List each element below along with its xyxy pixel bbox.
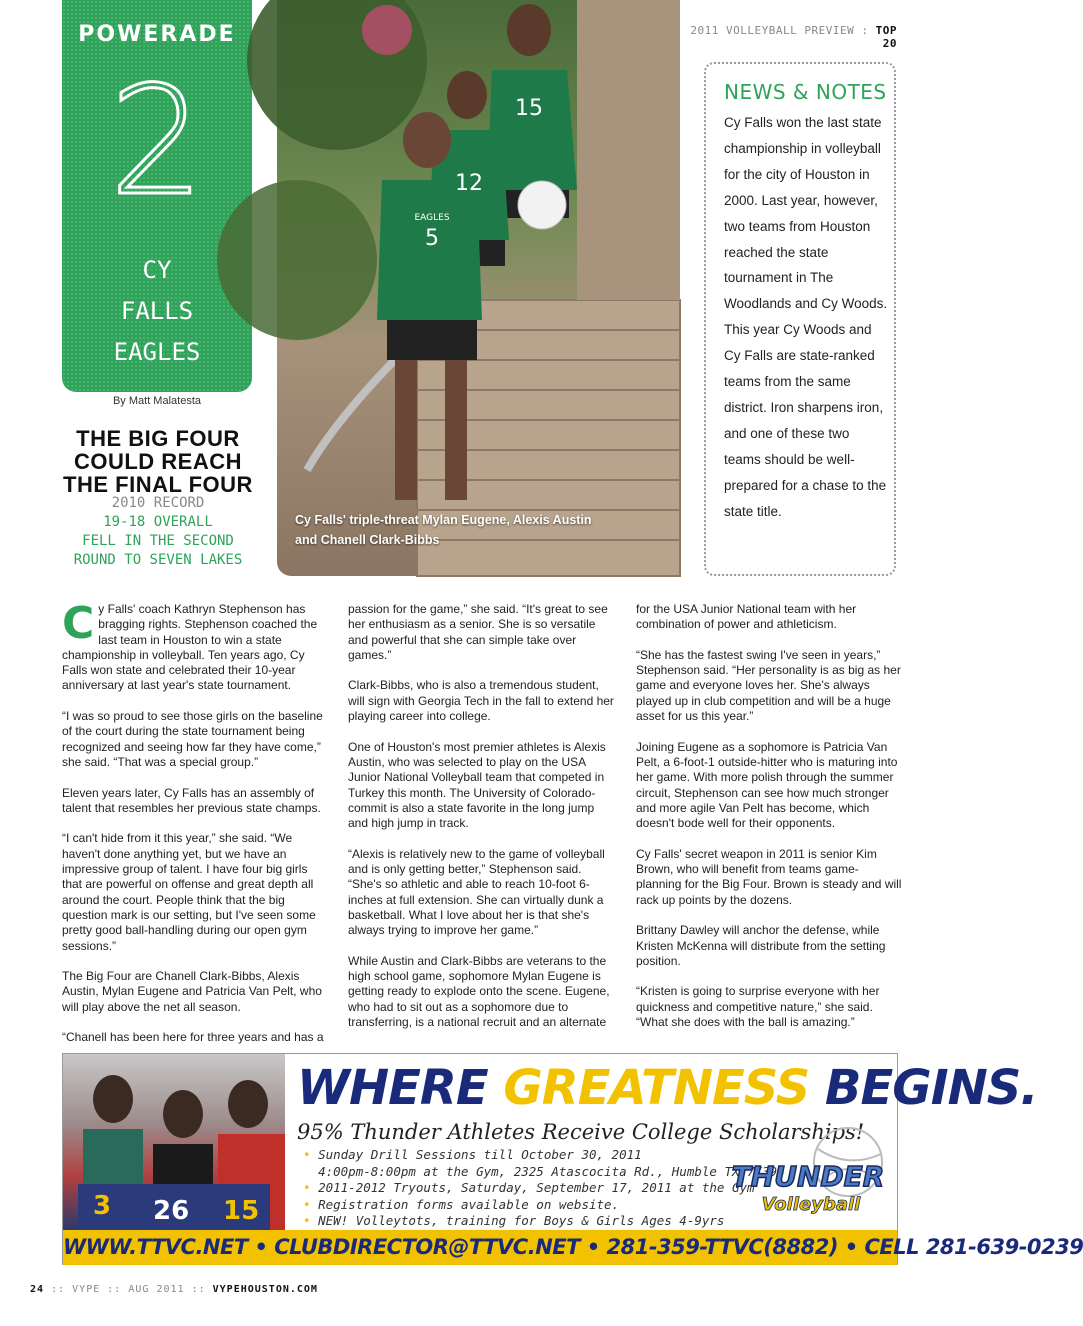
ad-contact-text[interactable]: WWW.TTVC.NET • CLUBDIRECTOR@TTVC.NET • 281-359-TTVC(8882) • CELL 281-639-0239 bbox=[63, 1235, 1083, 1259]
website-link[interactable]: VYPEHOUSTON.COM bbox=[212, 1284, 318, 1295]
article-paragraph: “She has the fastest swing I've seen in years,” Stephenson said. “Her personality is as big as her game and everyone loves her. She's always played up in club competition and will be a huge asset for us this year.” bbox=[636, 647, 901, 724]
article-column-1 bbox=[62, 598, 330, 1061]
section-label: TOP 20 bbox=[875, 24, 897, 50]
rank-number: 2 bbox=[109, 55, 205, 229]
ad-photo-number: 3 bbox=[93, 1191, 112, 1221]
article-paragraph: “Kristen is going to surprise everyone with her quickness and competitive nature,” she said. “What she does with the ball is amazing.” bbox=[636, 984, 880, 1030]
article-paragraph: One of Houston's most premier athletes is Alexis Austin, who was selected to play on the USA Junior National Volleyball team that competed in Turkey this month. The University of Colorado-commit is also a state favorite in the long jump and high jump in track. bbox=[348, 739, 606, 831]
article-paragraph: “I was so proud to see those girls on the baseline of the court during the state tournament being recognized and seeing how far they have come,” she said. “That was a special group.” bbox=[62, 709, 323, 769]
article-paragraph: Joining Eugene as a sophomore is Patricia Van Pelt, a 6-foot-1 outside-hitter who is maturing into her game. With more polish through the summer circuit, Stephenson can see how much stronger and more agile Van Pelt has become, which doesn't bode well for their opponents. bbox=[636, 739, 898, 831]
page-number: 24 bbox=[30, 1284, 45, 1295]
jersey-number: 5 bbox=[425, 226, 439, 251]
ad-contact-bar bbox=[63, 1230, 1083, 1265]
page-footer: 24 :: VYPE :: AUG 2011 :: VYPEHOUSTON.COM bbox=[30, 1284, 318, 1295]
article-paragraph: Brittany Dawley will anchor the defense, while Kristen McKenna will distribute from the setting position. bbox=[636, 923, 886, 968]
thunder-volleyball-ad[interactable] bbox=[62, 1053, 1083, 1265]
jersey-number: 12 bbox=[455, 171, 483, 196]
header-separator: : bbox=[861, 24, 869, 37]
article-column-2 bbox=[348, 602, 616, 1046]
article-paragraph: “Chanell has been here for three years and has a bbox=[62, 1030, 324, 1045]
article-paragraph: for the USA Junior National team with her combination of power and athleticism. bbox=[636, 602, 857, 632]
team-name-line: CY bbox=[142, 256, 172, 284]
ad-info-item: • 2011-2012 Tryouts, Saturday, September 17, 2011 at the Gym bbox=[303, 1180, 755, 1195]
ad-info-list bbox=[303, 1147, 785, 1230]
byline: By Matt Malatesta bbox=[112, 395, 202, 407]
news-title: NEWS & NOTES bbox=[724, 80, 887, 104]
brand-logo: POWERADE bbox=[78, 22, 236, 47]
news-body: Cy Falls won the last state championship in volleyball for the city of Houston in 2000. Last year, however, two teams from Houston reached the state tournament in The Woodlands and Cy Woods. This year Cy Woods and Cy Falls are state-ranked teams from the same district. Iron sharpens iron, and one of these two teams should be well-prepared for a chase to the state title. bbox=[724, 115, 888, 519]
ad-subhead: 95% Thunder Athletes Receive College Scholarships! bbox=[297, 1120, 865, 1144]
rank-card bbox=[62, 0, 252, 392]
team-photo-illustration bbox=[277, 0, 680, 576]
magazine-name: VYPE bbox=[72, 1284, 101, 1295]
team-name-line: FALLS bbox=[120, 297, 194, 325]
team-name-line: EAGLES bbox=[113, 338, 201, 366]
logo-text-top: THUNDER bbox=[731, 1160, 885, 1193]
record-box bbox=[58, 494, 258, 570]
issue-date: AUG 2011 bbox=[128, 1284, 185, 1295]
jersey-text: EAGLES bbox=[414, 213, 450, 223]
ad-photo-illustration bbox=[63, 1054, 285, 1230]
ad-photo-number: 15 bbox=[223, 1196, 260, 1226]
drop-cap: C bbox=[62, 598, 95, 649]
ad-photo bbox=[63, 1054, 285, 1230]
section-header bbox=[690, 24, 897, 50]
ad-info-item: • Sunday Drill Sessions till October 30, 2011 bbox=[303, 1147, 642, 1162]
article-paragraph: passion for the game,” she said. “It's great to see her enthusiasm as a senior. She is so versatile and powerful that she can simple take over games.” bbox=[348, 602, 608, 662]
jersey-number: 15 bbox=[515, 96, 543, 121]
article-paragraph: Eleven years later, Cy Falls has an assembly of talent that resembles her previous state champs. bbox=[62, 785, 321, 815]
logo-text-bottom: Volleyball bbox=[761, 1194, 861, 1215]
article-paragraph: Cy Falls' coach Kathryn Stephenson has bragging rights. Stephenson coached the last team in Houston to win a state championship in volleyball. Ten years ago, Cy Falls won state and celebrated their 10-year anniversary at last year's state tournament. bbox=[62, 598, 318, 693]
news-notes-box bbox=[704, 62, 896, 576]
article-paragraph: While Austin and Clark-Bibbs are veterans to the high school game, sophomore Mylan Eugene is getting ready to explode onto the scene. Eugene, who had to sit out as a sophomore due to transferring, is a national recruit and an alternate bbox=[348, 953, 610, 1030]
record-overall: 19-18 OVERALL bbox=[103, 514, 213, 530]
article-paragraph: “I can't hide from it this year,” she said. “We haven't done anything yet, but we have an impressive group of talent. I have four big girls that are powerful on offense and great depth all around the court. People think that the big question mark is our setting, but I've seen some pretty good ball-handling during our open gym sessions.” bbox=[62, 831, 316, 953]
record-label: 2010 RECORD bbox=[111, 495, 205, 511]
article-column-3 bbox=[636, 602, 904, 1046]
ad-info-item: • NEW! Volleytots, training for Boys & Girls Ages 4-9yrs bbox=[303, 1213, 725, 1228]
article-paragraph: The Big Four are Chanell Clark-Bibbs, Alexis Austin, Mylan Eugene and Patricia Van Pelt, who will play above the net all season. bbox=[62, 969, 322, 1014]
ad-info-item: • Registration forms available on website. bbox=[303, 1196, 620, 1212]
ad-info-item: 4:00pm-8:00pm at the Gym, 2325 Atascocita Rd., Humble TX 77396 bbox=[318, 1163, 785, 1179]
team-photo bbox=[277, 0, 680, 576]
headline: THE BIG FOUR COULD REACH THE FINAL FOUR bbox=[63, 426, 253, 497]
ad-headline: WHERE GREATNESS BEGINS. bbox=[297, 1060, 1038, 1116]
article-paragraph: Cy Falls' secret weapon in 2011 is senior Kim Brown, who will benefit from teams game-planning for the Big Four. Brown is steady and will rack up points by the dozens. bbox=[636, 846, 902, 907]
preview-label: 2011 VOLLEYBALL PREVIEW bbox=[690, 24, 855, 37]
ad-photo-number: 26 bbox=[153, 1196, 190, 1226]
record-result: FELL IN THE SECOND ROUND TO SEVEN LAKES bbox=[73, 533, 243, 568]
article-paragraph: Clark-Bibbs, who is also a tremendous student, will sign with Georgia Tech in the fall to extend her playing career into college. bbox=[348, 678, 614, 724]
photo-caption: Cy Falls' triple-threat Mylan Eugene, Alexis Austin and Chanell Clark-Bibbs bbox=[295, 513, 592, 547]
article-paragraph: “Alexis is relatively new to the game of volleyball and is only getting better,” Stephenson said. “She's so athletic and able to reach 10-foot 6-inches at full extension. She can virtually dunk a basketball. What I love about her is that she's always trying to improve her game.” bbox=[348, 846, 605, 938]
thunder-volleyball-logo bbox=[723, 1124, 893, 1224]
